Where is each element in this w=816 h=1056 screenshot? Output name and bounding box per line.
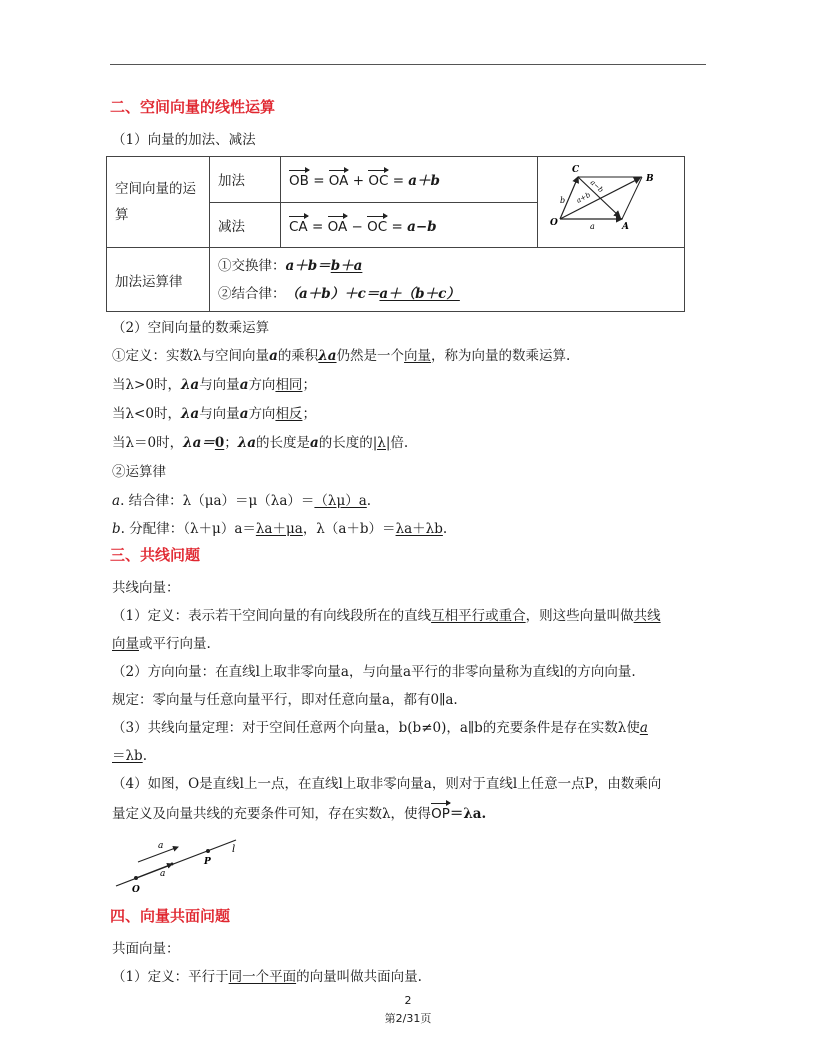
lambda-negative <box>112 402 316 422</box>
table-category-cell <box>107 157 210 248</box>
eq-sign: = <box>392 173 404 190</box>
vec-oa: OA <box>329 169 349 189</box>
label-sum: a+b <box>575 190 592 205</box>
vector-a-on-line <box>136 864 172 878</box>
c-def3-u1: a <box>639 720 648 736</box>
associative-rule <box>112 489 371 509</box>
law1-prefix: ①交换律： <box>218 257 286 274</box>
assoc-end: . <box>366 493 372 509</box>
section-heading-collinear: 三、共线问题 <box>110 546 201 564</box>
c-def3-p1: （3）共线向量定理：对于空间任意两个向量a，b(b≠0)，a∥b的充要条件是存在实数λ使 <box>112 720 640 736</box>
law1-left: a＋b＝ <box>285 257 331 274</box>
plus-sign: + <box>352 173 365 190</box>
direction-vector-def: （2）方向向量：在直线l上取非零向量a，与向量a平行的非零向量称为直线l的方向向量. <box>112 664 636 680</box>
distributive-rule <box>112 517 447 537</box>
gt-same: 相同 <box>275 377 303 393</box>
eq0-abs: |λ| <box>372 435 391 451</box>
gt-end: ； <box>302 377 316 393</box>
point-p <box>206 849 210 853</box>
parallelogram-diagram-cell <box>538 157 685 248</box>
c-def4-l2a: 量定义及向量共线的充要条件可知，存在实数λ，使得 <box>112 806 432 822</box>
add-rhs: a＋b <box>408 173 440 190</box>
c-def1-u1: 互相平行或重合 <box>431 608 526 624</box>
eq0-p2: λa＝ <box>183 435 215 451</box>
page-info: 第2/31页 <box>384 1012 432 1025</box>
vec-oc-2: OC <box>367 215 387 235</box>
minus-sign: − <box>351 218 363 235</box>
eq0-p5: 的长度的 <box>318 435 373 451</box>
law-cell <box>210 248 685 312</box>
label-l: l <box>232 844 236 855</box>
cp-def-u: 同一个平面 <box>228 969 297 985</box>
label-diff: a−b <box>588 178 605 195</box>
law1-right: b＋a <box>330 257 363 274</box>
vec-oc: OC <box>368 169 388 189</box>
eq0-p1: 当λ＝0时， <box>112 435 184 451</box>
law-label-cell <box>107 248 210 312</box>
line-l <box>116 840 236 886</box>
collinear-fig-text-line2 <box>112 802 486 822</box>
law2-left: （a＋b）＋c＝ <box>285 285 380 302</box>
c-def1-u2a: 共线 <box>633 608 661 624</box>
def-a: a <box>269 348 278 364</box>
eq0-a: a <box>310 435 319 451</box>
dist-label: b <box>112 521 121 537</box>
eq0-la: λa <box>237 435 256 451</box>
label-a-vec: a <box>590 222 595 231</box>
header-rule <box>110 64 706 65</box>
right-edge <box>622 177 642 219</box>
c-def3-u2: ＝λb <box>112 748 143 764</box>
c-def1-u2b: 向量 <box>112 636 139 652</box>
collinear-theorem-line1 <box>112 716 648 736</box>
def-p3: 仍然是一个 <box>336 348 405 364</box>
collinear-line-diagram <box>112 834 252 894</box>
coplanar-def <box>112 965 422 985</box>
c-def1-p1: （1）定义：表示若干空间向量的有向线段所在的直线 <box>112 608 432 624</box>
c-def3-end: . <box>142 748 147 764</box>
def-p1: ①定义：实数λ与空间向量 <box>112 348 270 364</box>
zero-vector-rule: 规定：零向量与任意向量平行，即对任意向量a，都有0∥a. <box>112 692 458 708</box>
dist-answer2: λa＋λb <box>395 521 443 537</box>
c-def1-p2: ，则这些向量叫做 <box>525 608 634 624</box>
eq0-p4: 的长度是 <box>256 435 310 451</box>
vec-op: OP <box>431 802 450 822</box>
section-heading-coplanar: 四、向量共面问题 <box>110 907 231 925</box>
scalar-definition <box>112 344 570 364</box>
law-label: 加法运算律 <box>115 273 183 290</box>
def-p4: 向量 <box>404 348 432 364</box>
eq-sign: = <box>313 173 325 190</box>
associative-law <box>218 280 676 308</box>
add-label: 加法 <box>218 173 245 190</box>
lt-p3: 方向 <box>248 406 276 422</box>
def-p5: ，称为向量的数乘运算. <box>431 348 571 364</box>
label-c: C <box>572 165 580 175</box>
sub-formula-cell <box>281 202 538 248</box>
label-b-vec: b <box>560 196 566 205</box>
collinear-def1-line1 <box>112 604 661 624</box>
add-label-cell <box>210 157 281 203</box>
def-p2: 的乘积 <box>277 348 319 364</box>
parallelogram-diagram <box>538 157 684 243</box>
label-o: O <box>550 218 558 228</box>
lt-p1: 当λ<0时， <box>112 406 181 422</box>
vec-ob: OB <box>289 169 309 189</box>
dist-p2: ，λ（a＋b）＝ <box>302 521 396 537</box>
vector-ops-table <box>106 156 685 312</box>
cp-def-p1: （1）定义：平行于 <box>112 969 229 985</box>
label-b-point: B <box>646 174 654 184</box>
collinear-intro: 共线向量： <box>112 580 180 596</box>
commutative-law <box>218 252 676 280</box>
law2-prefix: ②结合律： <box>218 285 286 302</box>
vec-oa-2: OA <box>328 215 348 235</box>
table-category: 空间向量的运算 <box>115 181 196 223</box>
page-number: 2 <box>404 994 412 1007</box>
cp-def-p2: 的向量叫做共面向量. <box>296 969 422 985</box>
eq-sign: = <box>311 218 324 235</box>
c-def4-l2b: ＝λa. <box>449 806 487 822</box>
def-la: λa <box>318 348 337 364</box>
assoc-answer: （λμ）a <box>314 493 367 509</box>
gt-p1: 当λ>0时， <box>112 377 181 393</box>
label-a-point: A <box>622 222 629 232</box>
sub-label-cell <box>210 202 281 248</box>
sub-label: 减法 <box>218 218 245 235</box>
coplanar-intro: 共面向量： <box>112 941 180 957</box>
subheading-scalar: （2）空间向量的数乘运算 <box>112 320 270 336</box>
label-a-bottom: a <box>160 869 166 879</box>
lambda-zero <box>112 431 408 451</box>
lt-p2: 与向量 <box>199 406 240 422</box>
eq0-zero: 0 <box>214 435 225 451</box>
lt-end: ； <box>302 406 316 422</box>
eq-sign: = <box>391 218 403 235</box>
dist-end: . <box>442 521 448 537</box>
label-p: P <box>204 857 211 867</box>
section-heading-linear-ops: 二、空间向量的线性运算 <box>110 98 276 116</box>
vec-ca: CA <box>289 215 308 235</box>
lt-a: a <box>239 406 249 422</box>
c-def1-p3: 或平行向量. <box>139 636 211 652</box>
law2-right: a＋（b＋c） <box>379 285 460 302</box>
collinear-theorem-line2 <box>112 744 147 764</box>
assoc-label: a <box>112 493 121 509</box>
collinear-fig-text-line1: （4）如图，O是直线l上一点，在直线l上取非零向量a，则对于直线l上任意一点P，由数乘向 <box>112 776 662 792</box>
gt-p3: 方向 <box>248 377 276 393</box>
label-o-line: O <box>132 885 140 894</box>
dist-p1: . 分配律：（λ＋μ）a＝ <box>120 521 256 537</box>
lt-opposite: 相反 <box>275 406 303 422</box>
collinear-def1-line2 <box>112 632 211 652</box>
point-a-end <box>171 863 174 866</box>
add-formula-cell <box>281 157 538 203</box>
eq0-p3: ； <box>224 435 238 451</box>
eq0-p6: 倍. <box>390 435 409 451</box>
lambda-positive <box>112 373 316 393</box>
gt-p2: 与向量 <box>199 377 240 393</box>
subheading-add-sub: （1）向量的加法、减法 <box>112 132 256 148</box>
gt-la: λa <box>180 377 200 393</box>
assoc-p1: . 结合律：λ（μa）＝μ（λa）＝ <box>120 493 315 509</box>
label-a-top: a <box>158 841 164 851</box>
lt-la: λa <box>180 406 200 422</box>
gt-a: a <box>239 377 249 393</box>
point-o <box>134 876 138 880</box>
sub-rhs: a−b <box>407 218 437 235</box>
law-heading: ②运算律 <box>112 464 166 480</box>
dist-answer1: λa＋μa <box>255 521 303 537</box>
